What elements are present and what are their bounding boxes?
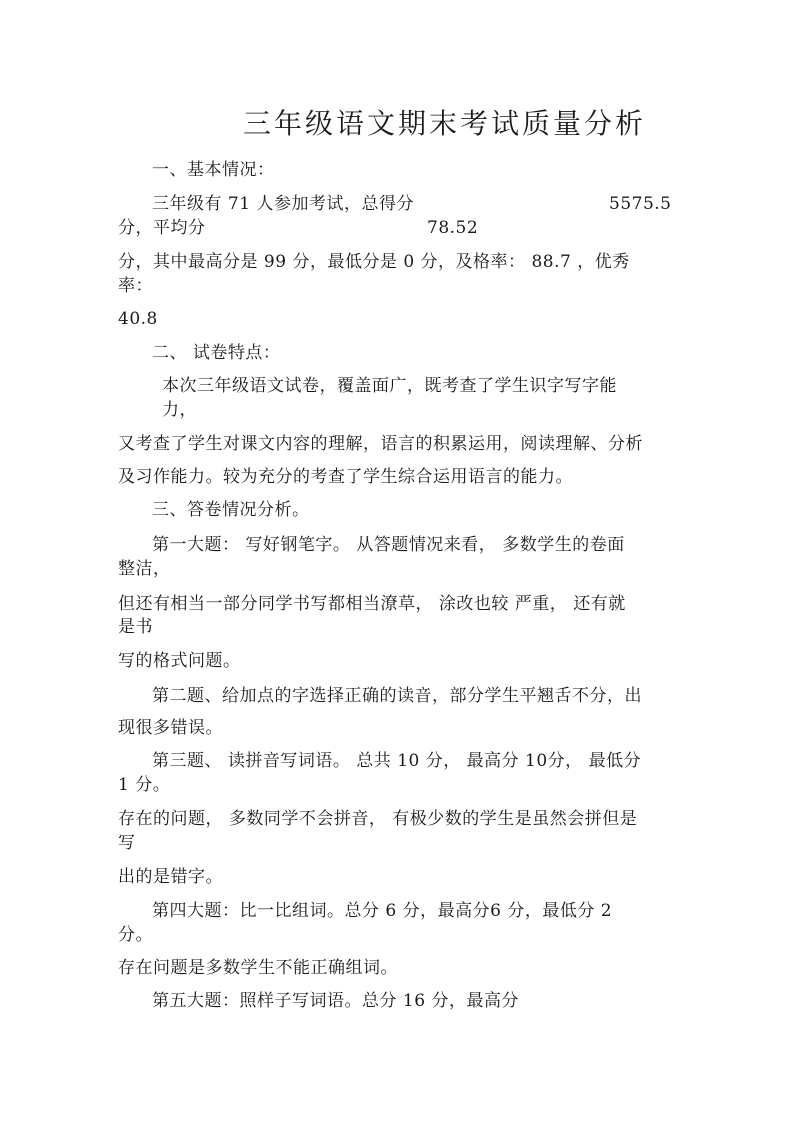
basic-line-1: 三年级有 71 人参加考试，总得分 (152, 194, 414, 214)
q3-line-5: 出的是错字。 (118, 867, 223, 887)
basic-line-4: 率： (118, 276, 153, 296)
q3-line-3: 存在的问题， 多数同学不会拼音， 有极少数的学生是虽然会拼但是 (118, 809, 638, 829)
total-score-value: 5575.5 (609, 194, 672, 214)
features-line-1: 本次三年级语文试卷，覆盖面广，既考查了学生识字写字能 (162, 376, 617, 396)
features-line-2: 力， (162, 400, 197, 420)
q5-line-1: 第五大题：照样子写词语。总分 16 分，最高分 (152, 991, 519, 1011)
features-line-3: 又考查了学生对课文内容的理解，语言的积累运用，阅读理解、分析 (118, 434, 643, 454)
q3-line-2: 1 分。 (118, 775, 171, 795)
q1-line-1: 第一大题： 写好钢笔字。 从答题情况来看， 多数学生的卷面 (152, 535, 625, 555)
q1-line-3: 但还有相当一部分同学书写都相当潦草， 涂改也较 严重， 还有就 (118, 594, 626, 614)
q1-line-4: 是书 (118, 617, 153, 637)
q3-line-4: 写 (118, 833, 136, 853)
section-heading-features: 二、 试卷特点： (152, 343, 281, 363)
q1-line-5: 写的格式问题。 (118, 651, 241, 671)
section-heading-analysis: 三、答卷情况分析。 (152, 500, 310, 520)
q2-line-1: 第二题、给加点的字选择正确的读音，部分学生平翘舌不分，出 (152, 686, 642, 706)
q4-line-2: 分。 (118, 925, 153, 945)
basic-line-2: 分，平均分 (118, 218, 206, 238)
section-heading-basic: 一、基本情况： (152, 160, 275, 180)
q3-line-1: 第三题、 读拼音写词语。 总共 10 分， 最高分 10分， 最低分 (152, 751, 642, 771)
q1-line-2: 整洁， (118, 559, 171, 579)
average-score-value: 78.52 (427, 218, 479, 238)
q4-line-1: 第四大题：比一比组词。总分 6 分，最高分6 分，最低分 2 (152, 901, 613, 921)
q4-line-3: 存在问题是多数学生不能正确组词。 (118, 958, 398, 978)
basic-line-3: 分，其中最高分是 99 分，最低分是 0 分，及格率： 88.7 ，优秀 (118, 252, 630, 272)
q2-line-2: 现很多错误。 (118, 718, 223, 738)
features-line-4: 及习作能力。较为充分的考查了学生综合运用语言的能力。 (118, 467, 573, 487)
excellent-rate-value: 40.8 (118, 309, 158, 329)
document-title: 三年级语文期末考试质量分析 (243, 107, 647, 140)
